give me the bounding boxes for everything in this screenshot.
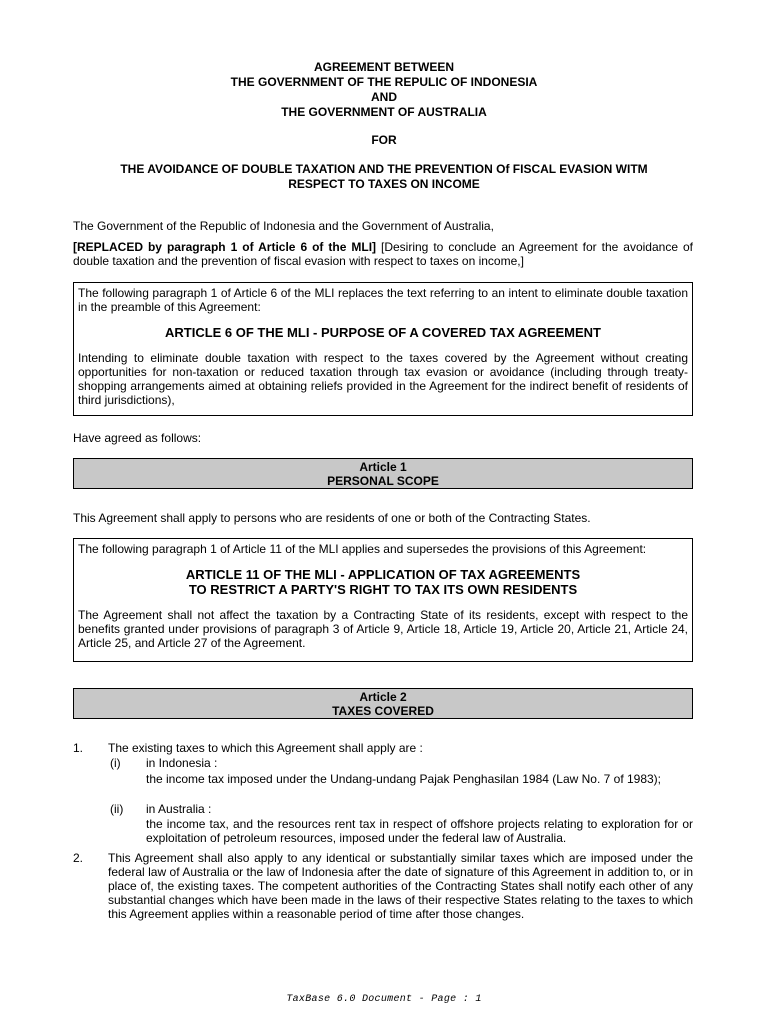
- title-line-2: THE GOVERNMENT OF THE REPULIC OF INDONESIA: [230, 75, 538, 89]
- preamble-replaced: [73, 240, 693, 268]
- item-2-text: This Agreement shall also apply to any identical or substantially similar taxes which are imposed under the federal law of Australia or the law of Indonesia after the date of signature of this Agreement in addition to, or in place of, the existing taxes. The competent authorities of the Contracting States shall notify each other of any substantial changes which have been made in the laws of their respective States relating to the taxes to which this Agreement applies within a reasonable period of time after those changes.: [108, 851, 693, 921]
- agreed-text: Have agreed as follows:: [73, 431, 202, 445]
- article-2-header: [73, 688, 693, 719]
- sub-item-ii-text: the income tax, and the resources rent tax in respect of offshore projects relating to exploration for or exploitation of petroleum resources, imposed under the federal law of Australia.: [146, 817, 693, 845]
- item-1-text: The existing taxes to which this Agreement shall apply are :: [108, 741, 423, 755]
- sub-item-ii-number: (ii): [110, 802, 124, 816]
- title-line-1: AGREEMENT BETWEEN: [313, 60, 454, 74]
- mli-11-heading-1: ARTICLE 11 OF THE MLI - APPLICATION OF TAX AGREEMENTS: [185, 567, 581, 582]
- mli-11-note: The following paragraph 1 of Article 11 of the MLI applies and supersedes the provisions of this Agreement:: [78, 542, 647, 556]
- title-line-3: AND: [371, 90, 397, 104]
- sub-item-i-title: in Indonesia :: [146, 756, 218, 770]
- mli-6-heading: ARTICLE 6 OF THE MLI - PURPOSE OF A COVERED TAX AGREEMENT: [164, 325, 601, 340]
- subtitle-line-1: THE AVOIDANCE OF DOUBLE TAXATION AND THE PREVENTION Of FISCAL EVASION WITM: [120, 162, 648, 176]
- article-1-header: [73, 458, 693, 489]
- mli-11-heading-2: TO RESTRICT A PARTY'S RIGHT TO TAX ITS OWN RESIDENTS: [188, 582, 578, 597]
- article-1-title: PERSONAL SCOPE: [327, 474, 439, 488]
- sub-item-i-number: (i): [110, 756, 121, 770]
- mli-11-text: The Agreement shall not affect the taxation by a Contracting State of its residents, except with respect to the benefits granted under provisions of paragraph 3 of Article 9, Article 18, Article 19, Article 20, Article 21, Article 24, Article 25, and Article 27 of the Agreement.: [78, 608, 688, 650]
- sub-item-ii-title: in Australia :: [146, 802, 212, 816]
- item-2-number: 2.: [73, 851, 84, 865]
- replaced-text: [Desiring to conclude an Agreement for the avoidance of double taxation and the prevention of fiscal evasion with respect to taxes on income,]: [73, 240, 693, 268]
- mli-article-11-box: [73, 538, 693, 662]
- article-2-number: Article 2: [359, 690, 407, 704]
- document-subtitle: [80, 162, 688, 192]
- mli-article-6-box: [73, 282, 693, 416]
- sub-item-i-text: the income tax imposed under the Undang-undang Pajak Penghasilan 1984 (Law No. 7 of 1983);: [146, 772, 662, 786]
- article-2-title: TAXES COVERED: [332, 704, 434, 718]
- article-1-text: This Agreement shall apply to persons who are residents of one or both of the Contracting States.: [73, 511, 591, 525]
- document-title: [60, 60, 708, 120]
- mli-6-text: Intending to eliminate double taxation with respect to the taxes covered by the Agreement without creating opportunities for non-taxation or reduced taxation through tax evasion or avoidance (including through treaty-shopping arrangements aimed at obtaining reliefs provided in the Agreement for the indirect benefit of residents of third jurisdictions),: [78, 351, 688, 407]
- item-1-number: 1.: [73, 741, 84, 755]
- replaced-note: [REPLACED by paragraph 1 of Article 6 of the MLI]: [73, 240, 377, 254]
- title-for: FOR: [371, 133, 397, 147]
- title-line-4: THE GOVERNMENT OF AUSTRALIA: [281, 105, 487, 119]
- subtitle-line-2: RESPECT TO TAXES ON INCOME: [288, 177, 480, 191]
- page-footer: TaxBase 6.0 Document - Page : 1: [286, 994, 482, 1005]
- mli-6-note: The following paragraph 1 of Article 6 of the MLI replaces the text referring to an intent to eliminate double taxation in the preamble of this Agreement:: [78, 286, 688, 314]
- preamble-parties: The Government of the Republic of Indonesia and the Government of Australia,: [73, 219, 494, 233]
- article-1-number: Article 1: [359, 460, 407, 474]
